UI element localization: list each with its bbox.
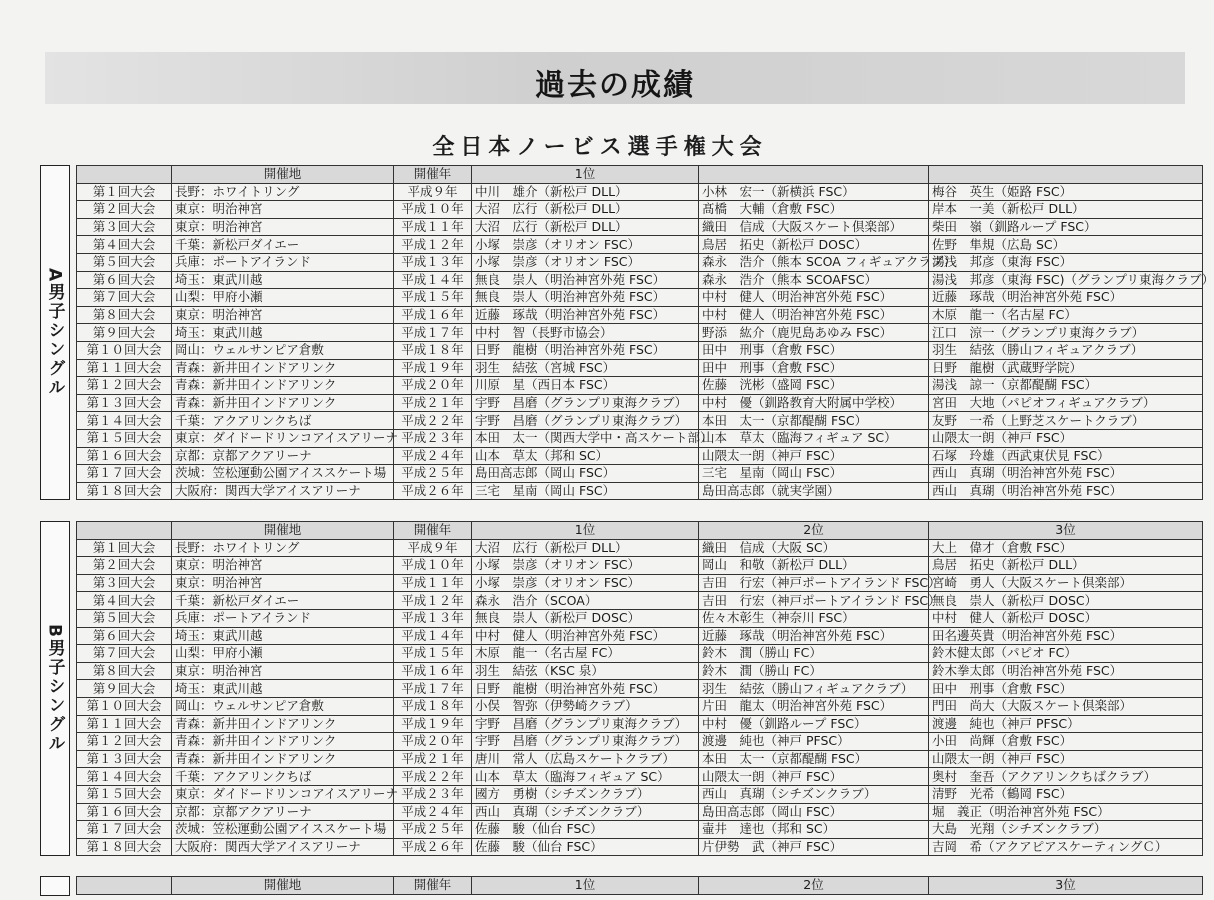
table-cell: 東京：明治神宮 [172, 201, 394, 219]
table-cell: 平成１２年 [394, 236, 472, 254]
table-cell: 第７回大会 [77, 289, 172, 307]
table-cell: 第１６回大会 [77, 447, 172, 465]
column-header: 開催年 [394, 166, 472, 184]
table-cell: 田名邊英貴（明治神宮外苑 FSC） [929, 627, 1203, 645]
column-header: 1位 [472, 877, 699, 895]
table-cell: 千葉：アクアリンクちば [172, 768, 394, 786]
table-cell: 平成１７年 [394, 680, 472, 698]
table-cell: 平成１１年 [394, 218, 472, 236]
table-cell: 西山 真瑚（シチズンクラブ） [472, 803, 699, 821]
column-header: 開催年 [394, 877, 472, 895]
table-cell: 大上 偉才（倉敷 FSC） [929, 539, 1203, 557]
table-cell: 小塚 崇彦（オリオン FSC） [472, 557, 699, 575]
table-cell: 本田 太一（京都醍醐 FSC） [699, 412, 929, 430]
table-cell: 西山 真瑚（明治神宮外苑 FSC） [929, 465, 1203, 483]
table-cell: 無良 崇人（明治神宮外苑 FSC） [472, 271, 699, 289]
table-row [77, 359, 1203, 377]
table-row [77, 412, 1203, 430]
table-cell: 千葉：アクアリンクちば [172, 412, 394, 430]
table-row [77, 306, 1203, 324]
table-cell: 湯浅 諒一（京都醍醐 FSC） [929, 377, 1203, 395]
results-table [76, 165, 1214, 500]
table-cell: 島田高志郎（岡山 FSC） [472, 465, 699, 483]
table-cell: 岡山：ウェルサンピア倉敷 [172, 697, 394, 715]
table-cell: 埼玉：東武川越 [172, 324, 394, 342]
table-cell: 第１１回大会 [77, 715, 172, 733]
table-row [77, 838, 1203, 856]
table-cell: 羽生 結弦（勝山フィギュアクラブ） [929, 341, 1203, 359]
table-cell: 平成２４年 [394, 803, 472, 821]
table-cell: 茨城：笠松運動公園アイススケート場 [172, 821, 394, 839]
table-cell: 木原 龍一（名古屋 FC） [929, 306, 1203, 324]
table-cell: 東京：明治神宮 [172, 218, 394, 236]
table-cell: 平成１５年 [394, 645, 472, 663]
table-cell: 青森：新井田インドアリンク [172, 359, 394, 377]
column-header: 開催地 [172, 166, 394, 184]
column-header: 3位 [929, 522, 1203, 540]
table-cell: 無良 崇人（新松戸 DOSC） [472, 609, 699, 627]
table-row [77, 627, 1203, 645]
table-cell: 小塚 崇彦（オリオン FSC） [472, 253, 699, 271]
table-cell: 宇野 昌磨（グランプリ東海クラブ） [472, 394, 699, 412]
table-cell: 吉田 行宏（神戸ポートアイランド FSC） [699, 592, 929, 610]
table-cell: 京都：京都アクアリーナ [172, 803, 394, 821]
table-row [77, 482, 1203, 500]
table-cell: 柴田 嶺（釧路ループ FSC） [929, 218, 1203, 236]
table-cell: 山本 草太（臨海フィギュア SC） [699, 429, 929, 447]
table-cell: 平成１５年 [394, 289, 472, 307]
table-row [77, 201, 1203, 219]
table-cell: 平成２６年 [394, 482, 472, 500]
table-row [77, 768, 1203, 786]
table-cell: 小塚 崇彦（オリオン FSC） [472, 236, 699, 254]
table-cell: 山隈太一朗（神戸 FSC） [699, 447, 929, 465]
table-cell: 湯浅 邦彦（東海 FSC)（グランプリ東海クラブ） [929, 271, 1203, 289]
table-cell: 中村 健人（明治神宮外苑 FSC） [699, 306, 929, 324]
table-row [77, 785, 1203, 803]
table-cell: 大沼 広行（新松戸 DLL） [472, 201, 699, 219]
table-cell: 宇野 昌磨（グランプリ東海クラブ） [472, 715, 699, 733]
table-cell: 第９回大会 [77, 324, 172, 342]
section-label-box [40, 165, 70, 500]
table-cell: 島田高志郎（就実学園） [699, 482, 929, 500]
table-cell: 青森：新井田インドアリンク [172, 750, 394, 768]
table-cell: 佐藤 駿（仙台 FSC） [472, 838, 699, 856]
table-cell: 第１８回大会 [77, 838, 172, 856]
table-cell: 羽生 結弦（KSC 泉） [472, 662, 699, 680]
table-cell: 埼玉：東武川越 [172, 271, 394, 289]
table-cell: 平成２３年 [394, 785, 472, 803]
table-cell: 友野 一希（上野芝スケートクラブ） [929, 412, 1203, 430]
table-cell: 第２回大会 [77, 201, 172, 219]
table-row [77, 429, 1203, 447]
table-cell: 第１８回大会 [77, 482, 172, 500]
table-cell: 吉岡 希（アクアピアスケーティングＣ） [929, 838, 1203, 856]
table-cell: 平成１１年 [394, 574, 472, 592]
table-cell: 第３回大会 [77, 574, 172, 592]
table-cell: 西山 真瑚（明治神宮外苑 FSC） [929, 482, 1203, 500]
table-cell: 平成２５年 [394, 821, 472, 839]
table-cell: 小林 宏一（新横浜 FSC） [699, 183, 929, 201]
table-cell: 第１２回大会 [77, 377, 172, 395]
table-cell: 長野：ホワイトリング [172, 183, 394, 201]
table-cell: 羽生 結弦（宮城 FSC） [472, 359, 699, 377]
table-cell: 山本 草太（邦和 SC） [472, 447, 699, 465]
table-row [77, 539, 1203, 557]
table-cell: 小俣 智弥（伊勢崎クラブ） [472, 697, 699, 715]
table-cell: 平成２５年 [394, 465, 472, 483]
table-cell: 野添 紘介（鹿児島あゆみ FSC） [699, 324, 929, 342]
table-row [77, 662, 1203, 680]
column-header: 1位 [472, 166, 699, 184]
column-header: 1位 [472, 522, 699, 540]
table-cell: 髙橋 大輔（倉敷 FSC） [699, 201, 929, 219]
table-cell: 近藤 琢哉（明治神宮外苑 FSC） [699, 627, 929, 645]
table-cell: 平成１６年 [394, 662, 472, 680]
table-cell: 鈴木健太郎（パピオ FC） [929, 645, 1203, 663]
table-cell: 中村 健人（新松戸 DOSC） [929, 609, 1203, 627]
table-cell: 清野 光希（鶴岡 FSC） [929, 785, 1203, 803]
column-header: 開催地 [172, 877, 394, 895]
table-cell: 平成１４年 [394, 627, 472, 645]
table-row [77, 645, 1203, 663]
table-cell: 平成１９年 [394, 715, 472, 733]
table-cell: 江口 涼一（グランプリ東海クラブ） [929, 324, 1203, 342]
table-cell: 岸本 一美（新松戸 DLL） [929, 201, 1203, 219]
table-row [77, 821, 1203, 839]
table-cell: 青森：新井田インドアリンク [172, 715, 394, 733]
table-cell: 東京：明治神宮 [172, 662, 394, 680]
table-cell: 木原 龍一（名古屋 FC） [472, 645, 699, 663]
results-table [76, 521, 1203, 856]
table-cell: 佐藤 洸彬（盛岡 FSC） [699, 377, 929, 395]
table-cell: 千葉：新松戸ダイエー [172, 236, 394, 254]
table-cell: 第１１回大会 [77, 359, 172, 377]
table-cell: 埼玉：東武川越 [172, 627, 394, 645]
table-cell: 中村 智（長野市協会） [472, 324, 699, 342]
table-cell: 平成２２年 [394, 768, 472, 786]
table-cell: 大島 光翔（シチズンクラブ） [929, 821, 1203, 839]
table-cell: 平成１６年 [394, 306, 472, 324]
table-row [77, 218, 1203, 236]
table-cell: 平成１０年 [394, 557, 472, 575]
table-cell: 長野：ホワイトリング [172, 539, 394, 557]
table-cell: 第１７回大会 [77, 465, 172, 483]
column-header: 2位 [699, 522, 929, 540]
table-cell: 平成１３年 [394, 253, 472, 271]
title-banner [45, 52, 1185, 104]
table-cell: 三宅 星南（岡山 FSC） [699, 465, 929, 483]
table-cell: 第６回大会 [77, 271, 172, 289]
table-cell: 青森：新井田インドアリンク [172, 394, 394, 412]
table-cell: 第１３回大会 [77, 394, 172, 412]
table-cell: 第６回大会 [77, 627, 172, 645]
table-cell: 三宅 星南（岡山 FSC） [472, 482, 699, 500]
table-cell: 平成２１年 [394, 394, 472, 412]
table-cell: 佐藤 駿（仙台 FSC） [472, 821, 699, 839]
table-cell: 宮崎 勇人（大阪スケート倶楽部） [929, 574, 1203, 592]
table-row [77, 557, 1203, 575]
table-cell: 山梨：甲府小瀬 [172, 289, 394, 307]
table-cell: 平成２０年 [394, 377, 472, 395]
table-cell: 中村 優（釧路ループ FSC） [699, 715, 929, 733]
table-cell: 平成１８年 [394, 697, 472, 715]
table-row [77, 253, 1203, 271]
table-row [77, 324, 1203, 342]
table-cell: 岡山 和敬（新松戸 DLL） [699, 557, 929, 575]
table-cell: 中村 健人（明治神宮外苑 FSC） [699, 289, 929, 307]
table-cell: 平成２０年 [394, 733, 472, 751]
table-cell: 川原 星（西日本 FSC） [472, 377, 699, 395]
table-cell: 片伊勢 武（神戸 FSC） [699, 838, 929, 856]
table-cell: 本田 太一（京都醍醐 FSC） [699, 750, 929, 768]
table-cell: 第１５回大会 [77, 429, 172, 447]
table-cell: 第５回大会 [77, 253, 172, 271]
table-cell: 山隈太一朗（神戸 FSC） [699, 768, 929, 786]
table-cell: 西山 真瑚（シチズンクラブ） [699, 785, 929, 803]
table-cell: 埼玉：東武川越 [172, 680, 394, 698]
column-header [77, 166, 172, 184]
table-row [77, 271, 1203, 289]
table-cell: 山隈太一朗（神戸 FSC） [929, 750, 1203, 768]
table-cell: 第１４回大会 [77, 768, 172, 786]
table-cell: 平成１８年 [394, 341, 472, 359]
table-row [77, 574, 1203, 592]
table-cell: 壷井 達也（邦和 SC） [699, 821, 929, 839]
table-cell: 鈴木拳太郎（明治神宮外苑 FSC） [929, 662, 1203, 680]
column-header: 開催地 [172, 522, 394, 540]
table-cell: 第１４回大会 [77, 412, 172, 430]
table-cell: 第８回大会 [77, 306, 172, 324]
table-cell: 平成１９年 [394, 359, 472, 377]
table-row [77, 715, 1203, 733]
table-cell: 森永 浩介（熊本 SCOAFSC） [699, 271, 929, 289]
table-cell: 第１５回大会 [77, 785, 172, 803]
table-cell: 京都：京都アクアリーナ [172, 447, 394, 465]
table-cell: 平成１２年 [394, 592, 472, 610]
table-cell: 田中 刑事（倉敷 FSC） [699, 359, 929, 377]
table-row [77, 377, 1203, 395]
table-cell: 平成２４年 [394, 447, 472, 465]
table-cell: 近藤 琢哉（明治神宮外苑 FSC） [929, 289, 1203, 307]
table-cell: 岡山：ウェルサンピア倉敷 [172, 341, 394, 359]
table-cell: 東京：明治神宮 [172, 306, 394, 324]
table-cell: 平成１７年 [394, 324, 472, 342]
table-cell: 平成２１年 [394, 750, 472, 768]
table-cell: 奥村 奎吾（アクアリンクちばクラブ） [929, 768, 1203, 786]
table-cell: 山隈太一朗（神戸 FSC） [929, 429, 1203, 447]
table-cell: 第７回大会 [77, 645, 172, 663]
table-cell: 平成１３年 [394, 609, 472, 627]
table-cell: 第５回大会 [77, 609, 172, 627]
table-cell: 中川 雄介（新松戸 DLL） [472, 183, 699, 201]
table-cell: 鈴木 潤（勝山 FC） [699, 662, 929, 680]
table-row [77, 750, 1203, 768]
table-cell: 青森：新井田インドアリンク [172, 377, 394, 395]
table-cell: 片田 龍太（明治神宮外苑 FSC） [699, 697, 929, 715]
table-row [77, 341, 1203, 359]
table-cell: 平成９年 [394, 183, 472, 201]
table-cell: 織田 信成（大阪スケート倶楽部） [699, 218, 929, 236]
table-cell: 鳥居 拓史（新松戸 DOSC） [699, 236, 929, 254]
table-cell: 羽生 結弦（勝山フィギュアクラブ） [699, 680, 929, 698]
table-cell: 無良 崇人（新松戸 DOSC） [929, 592, 1203, 610]
table-cell: 千葉：新松戸ダイエー [172, 592, 394, 610]
table-cell: 第９回大会 [77, 680, 172, 698]
table-cell: 森永 浩介（SCOA） [472, 592, 699, 610]
table-cell: 佐野 隼規（広島 SC） [929, 236, 1203, 254]
table-cell: 唐川 常人（広島スケートクラブ） [472, 750, 699, 768]
table-cell: 大沼 広行（新松戸 DLL） [472, 218, 699, 236]
table-cell: 第１０回大会 [77, 341, 172, 359]
table-cell: 堀 義正（明治神宮外苑 FSC） [929, 803, 1203, 821]
table-cell: 山本 草太（臨海フィギュア SC） [472, 768, 699, 786]
table-cell: 第４回大会 [77, 592, 172, 610]
table-cell: 田中 刑事（倉敷 FSC） [699, 341, 929, 359]
table-row [77, 183, 1203, 201]
column-header [929, 166, 1203, 184]
table-cell: 湯浅 邦彦（東海 FSC） [929, 253, 1203, 271]
table-cell: 東京：明治神宮 [172, 557, 394, 575]
table-cell: 門田 尚大（大阪スケート倶楽部） [929, 697, 1203, 715]
table-cell: 織田 信成（大阪 SC） [699, 539, 929, 557]
section-label: A男子シングル [44, 267, 65, 398]
table-cell: 小塚 崇彦（オリオン FSC） [472, 574, 699, 592]
column-header: 2位 [699, 877, 929, 895]
table-cell: 大阪府：関西大学アイスアリーナ [172, 482, 394, 500]
table-cell: 茨城：笠松運動公園アイススケート場 [172, 465, 394, 483]
table-cell: 石塚 玲雄（西武東伏見 FSC） [929, 447, 1203, 465]
table-cell: 無良 崇人（明治神宮外苑 FSC） [472, 289, 699, 307]
table-row [77, 680, 1203, 698]
table-cell: 日野 龍樹（明治神宮外苑 FSC） [472, 680, 699, 698]
table-row [77, 289, 1203, 307]
table-cell: 森永 浩介（熊本 SCOA フィギュアクラブ） [699, 253, 929, 271]
table-cell: 東京：明治神宮 [172, 574, 394, 592]
table-cell: 第１回大会 [77, 539, 172, 557]
column-header [77, 522, 172, 540]
section-label-box [40, 521, 70, 856]
table-cell: 鳥居 拓史（新松戸 DLL） [929, 557, 1203, 575]
table-cell: 渡邊 純也（神戸 PFSC） [699, 733, 929, 751]
table-cell: 平成２６年 [394, 838, 472, 856]
page-subtitle: 全日本ノービス選手権大会 [432, 135, 768, 160]
table-cell: 兵庫：ポートアイランド [172, 253, 394, 271]
table-cell: 平成１０年 [394, 201, 472, 219]
table-cell: 國方 勇樹（シチズンクラブ） [472, 785, 699, 803]
section-label: B男子シングル [44, 624, 65, 753]
section-label-box [40, 876, 70, 896]
table-cell: 渡邊 純也（神戸 PFSC） [929, 715, 1203, 733]
column-header: 開催年 [394, 522, 472, 540]
table-cell: 第１７回大会 [77, 821, 172, 839]
table-cell: 日野 龍樹（明治神宮外苑 FSC） [472, 341, 699, 359]
table-cell: 田中 刑事（倉敷 FSC） [929, 680, 1203, 698]
table-cell: 本田 太一（関西大学中・高スケート部） [472, 429, 699, 447]
table-row [77, 609, 1203, 627]
table-cell: 梅谷 英生（姫路 FSC） [929, 183, 1203, 201]
table-cell: 宇野 昌磨（グランプリ東海クラブ） [472, 412, 699, 430]
table-cell: 中村 健人（明治神宮外苑 FSC） [472, 627, 699, 645]
table-cell: 第２回大会 [77, 557, 172, 575]
table-cell: 第１３回大会 [77, 750, 172, 768]
table-cell: 第１６回大会 [77, 803, 172, 821]
table-row [77, 697, 1203, 715]
table-cell: 第３回大会 [77, 218, 172, 236]
table-cell: 山梨：甲府小瀬 [172, 645, 394, 663]
table-cell: 第１０回大会 [77, 697, 172, 715]
table-cell: 第１２回大会 [77, 733, 172, 751]
table-cell: 東京：ダイドードリンコアイスアリーナ [172, 429, 394, 447]
table-row [77, 394, 1203, 412]
table-row [77, 733, 1203, 751]
table-row [77, 236, 1203, 254]
table-cell: 鈴木 潤（勝山 FC） [699, 645, 929, 663]
table-cell: 宮田 大地（パピオフィギュアクラブ） [929, 394, 1203, 412]
table-cell: 兵庫：ポートアイランド [172, 609, 394, 627]
table-cell: 第１回大会 [77, 183, 172, 201]
table-header-row [77, 522, 1203, 540]
table-header-row [77, 166, 1203, 184]
table-header-row [77, 877, 1203, 895]
table-cell: 平成１４年 [394, 271, 472, 289]
column-header [77, 877, 172, 895]
table-cell: 吉田 行宏（神戸ポートアイランド FSC） [699, 574, 929, 592]
table-cell: 東京：ダイドードリンコアイスアリーナ [172, 785, 394, 803]
table-cell: 平成２３年 [394, 429, 472, 447]
table-cell: 近藤 琢哉（明治神宮外苑 FSC） [472, 306, 699, 324]
table-cell: 佐々木彰生（神奈川 FSC） [699, 609, 929, 627]
table-row [77, 803, 1203, 821]
table-cell: 大阪府：関西大学アイスアリーナ [172, 838, 394, 856]
column-header [699, 166, 929, 184]
page-title: 過去の成績 [535, 68, 695, 103]
table-cell: 平成９年 [394, 539, 472, 557]
table-cell: 島田高志郎（岡山 FSC） [699, 803, 929, 821]
table-cell: 日野 龍樹（武蔵野学院） [929, 359, 1203, 377]
table-cell: 青森：新井田インドアリンク [172, 733, 394, 751]
table-cell: 大沼 広行（新松戸 DLL） [472, 539, 699, 557]
table-cell: 平成２２年 [394, 412, 472, 430]
table-row [77, 447, 1203, 465]
table-cell: 小田 尚輝（倉敷 FSC） [929, 733, 1203, 751]
table-row [77, 592, 1203, 610]
table-cell: 宇野 昌磨（グランプリ東海クラブ） [472, 733, 699, 751]
column-header: 3位 [929, 877, 1203, 895]
results-table [76, 876, 1203, 895]
table-row [77, 465, 1203, 483]
table-cell: 中村 優（釧路教育大附属中学校） [699, 394, 929, 412]
table-cell: 第４回大会 [77, 236, 172, 254]
table-cell: 第８回大会 [77, 662, 172, 680]
